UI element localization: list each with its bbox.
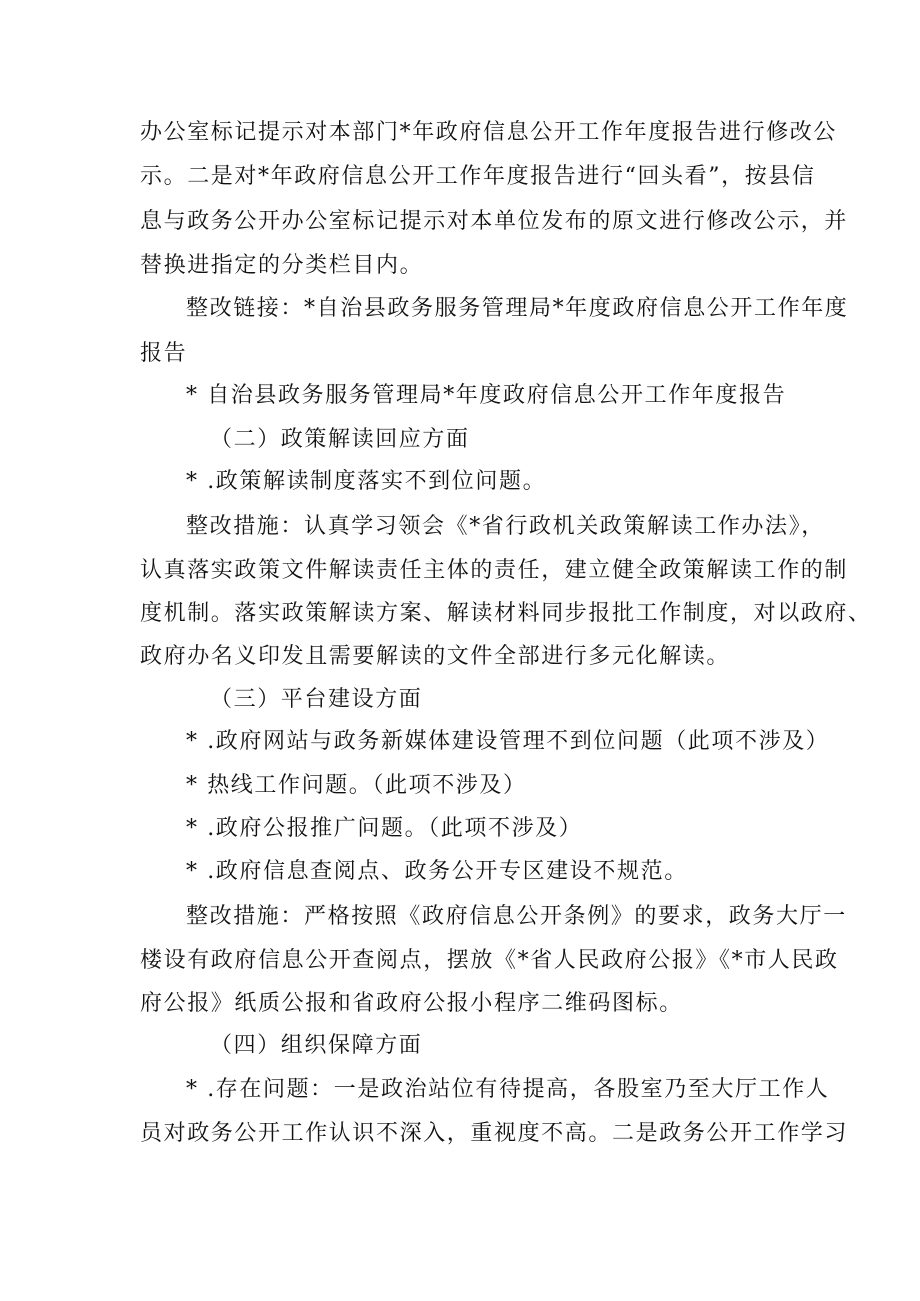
body-text-line: 息与政务公开办公室标记提示对本单位发布的原文进行修改公示，并: [140, 209, 849, 234]
report-link-item[interactable]: * 自治县政务服务管理局*年度政府信息公开工作年度报告: [186, 383, 787, 408]
issue-item: * .政府网站与政务新媒体建设管理不到位问题（此项不涉及）: [186, 729, 830, 754]
section-heading-2: （二）政策解读回应方面: [210, 427, 470, 452]
issue-item: * 热线工作问题。（此项不涉及）: [186, 773, 527, 798]
body-text-line: 办公室标记提示对本部门*年政府信息公开工作年度报告进行修改公: [140, 120, 838, 145]
body-text-line: 替换进指定的分类栏目内。: [140, 253, 424, 278]
issue-item: * .存在问题：一是政治站位有待提高，各股室乃至大厅工作人: [186, 1077, 830, 1102]
issue-item: * .政府信息查阅点、政务公开专区建设不规范。: [186, 859, 688, 884]
body-text-line: 楼设有政府信息公开查阅点，摆放《*省人民政府公报》《*市人民政: [140, 948, 839, 973]
body-text-line: 认真落实政策文件解读责任主体的责任，建立健全政策解读工作的制: [140, 558, 849, 583]
section-heading-4: （四）组织保障方面: [210, 1033, 423, 1058]
body-text-line: 报告: [140, 341, 188, 366]
issue-item: * .政府公报推广问题。（此项不涉及）: [186, 816, 583, 841]
body-text-line: 示。二是对*年政府信息公开工作年度报告进行“回头看”，按县信: [140, 164, 816, 189]
body-text-line: 府公报》纸质公报和省政府公报小程序二维码图标。: [140, 991, 683, 1016]
body-text-line: 度机制。落实政策解读方案、解读材料同步报批工作制度，对以政府、: [140, 601, 872, 626]
body-text-line: 员对政务公开工作认识不深入，重视度不高。二是政务公开工作学习: [140, 1121, 849, 1146]
body-text-line: 政府办名义印发且需要解读的文件全部进行多元化解读。: [140, 644, 731, 669]
rectification-link-label: 整改链接：*自治县政务服务管理局*年度政府信息公开工作年度: [186, 296, 849, 321]
issue-item: * .政策解读制度落实不到位问题。: [186, 469, 547, 494]
section-heading-3: （三）平台建设方面: [210, 687, 423, 712]
rectification-measure: 整改措施：严格按照《政府信息公开条例》的要求，政务大厅一: [186, 904, 847, 929]
rectification-measure: 整改措施：认真学习领会《*省行政机关政策解读工作办法》，: [186, 514, 825, 539]
